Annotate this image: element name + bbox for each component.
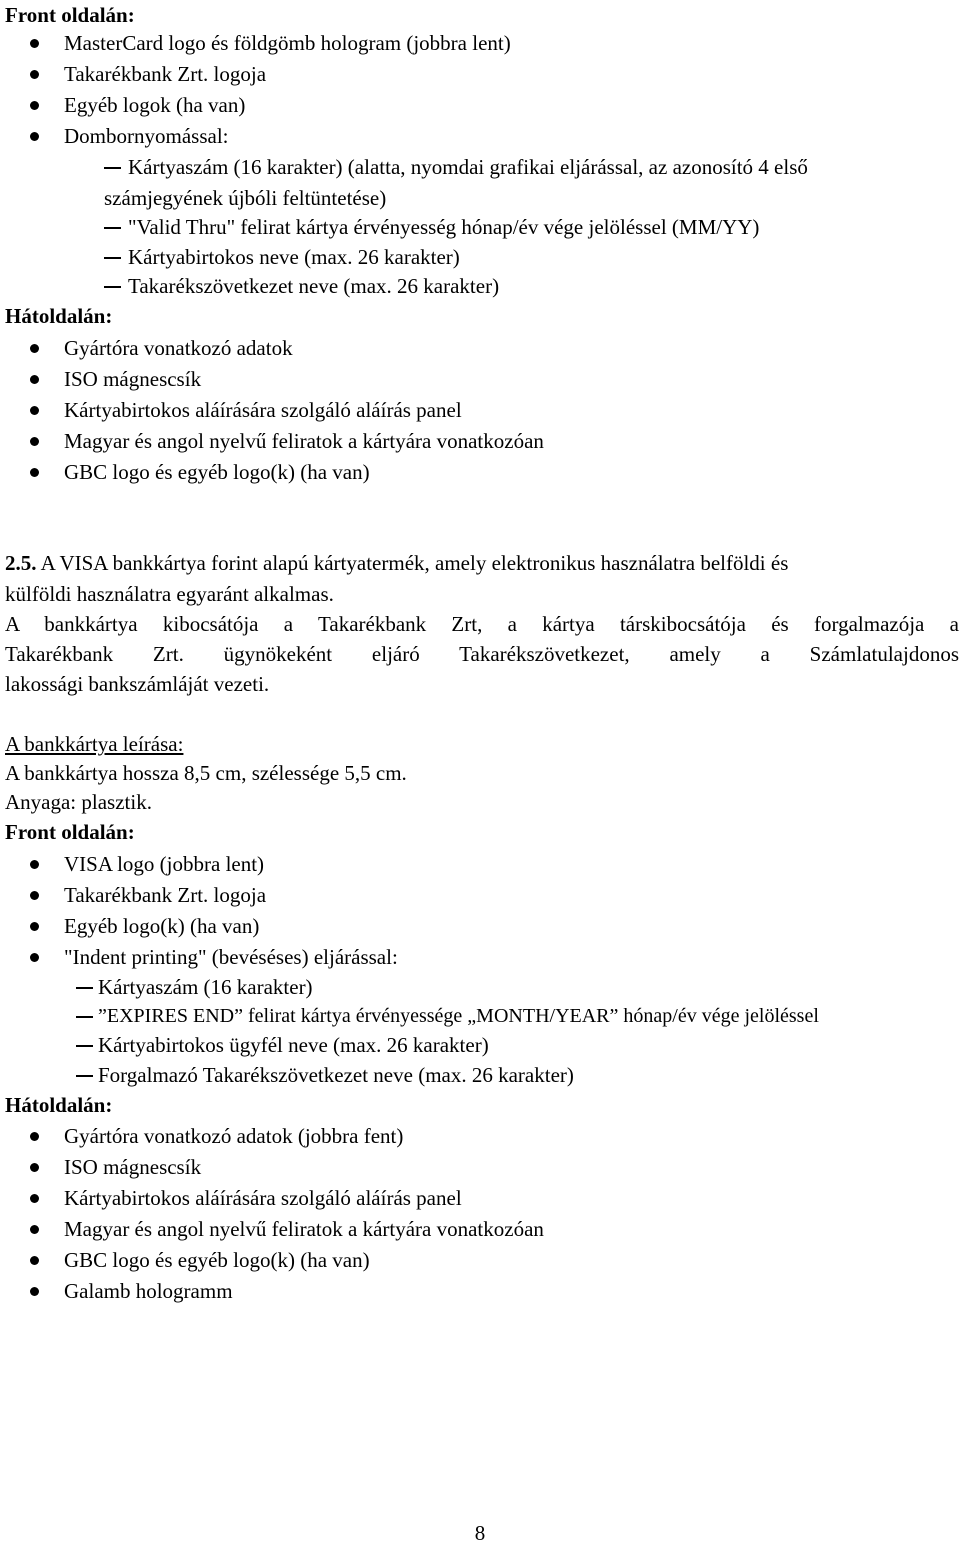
dash-icon — [76, 1075, 93, 1077]
bullet-icon — [30, 437, 39, 446]
section-number: 2.5. — [5, 551, 37, 575]
dash-icon — [76, 987, 93, 989]
front-heading-visa: Front oldalán: — [5, 820, 135, 844]
bullet-icon — [30, 39, 39, 48]
back-heading-visa: Hátoldalán: — [5, 1093, 113, 1117]
dash-icon — [104, 257, 121, 259]
dash-icon — [76, 1016, 93, 1018]
section-paragraph-2: A bankkártya kibocsátója a Takarékbank Zrt, a kártya társkibocsátója és forgalmazója a — [5, 612, 959, 636]
bullet-icon — [30, 344, 39, 353]
card-material-line: Anyaga: plasztik. — [5, 790, 152, 814]
front-heading-mastercard: Front oldalán: — [5, 3, 135, 27]
dash-icon — [104, 286, 121, 288]
bullet-icon — [30, 860, 39, 869]
card-description-heading: A bankkártya leírása: — [5, 732, 184, 756]
section-paragraph-2-line-2: Takarékbank Zrt. ügynökeként eljáró Takarékszövetkezet, amely a Számlatulajdonos — [5, 642, 959, 666]
document-page: Front oldalán: MasterCard logo és földgömb hologram (jobbra lent) Takarékbank Zrt. logoja Egyéb logok (ha van) Dombornyomással: Kártyaszám (16 karakter) (alatta, nyomdai grafikai eljárással, az azonosító 4 első számjegyének újbóli feltüntetése) "Valid Thru" felirat kártya érvényesség hónap/év vége jelöléssel (MM/YY) Kártyabirtokos neve (max. 26 karakter) Takarékszövetkezet neve (max. 26 karakter) Hátoldalán: Gyártóra vonatkozó adatok ISO mágnescsík Kártyabirtokos aláírására szolgáló aláírás panel Magyar és angol nyelvű feliratok a kártyára vonatkozóan GBC logo és egyéb logo(k) (ha van) 2.5. A VISA bankkártya forint alapú kártyatermék, amely elektronikus használatra belföldi és külföldi használatra egyaránt alkalmas. A bankkártya kibocsátója a Takarékbank Zrt, a kártya társkibocsátója és forgalmazója a Takarékbank Zrt. ügynökeként eljáró Takarékszövetkezet, amely a Számlatulajdonos lakossági bankszámláját vezeti. A bankkártya leírása: A bankkártya hossza 8,5 cm, szélessége 5,5 cm. Anyaga: plasztik. Front oldalán: VISA logo (jobbra lent) Takarékbank Zrt. logoja Egyéb logo(k) (ha van) "Indent printing" (bevéséses) eljárással: Kártyaszám (16 karakter) ”EXPIRES END” felirat kártya érvényessége „MONTH/YEAR” hónap/év vége jelöléssel Kártyabirtokos ügyfél neve (max. 26 karakter) Forgalmazó Takarékszövetkezet neve (max. 26 karakter) Hátoldalán: Gyártóra vonatkozó adatok (jobbra fent) ISO mágnescsík Kártyabirtokos aláírására szolgáló aláírás panel Magyar és angol nyelvű feliratok a kártyára vonatkozóan GBC logo és egyéb logo(k) (ha van) Galamb hologramm 8 — [0, 0, 960, 1543]
dash-icon — [76, 1045, 93, 1047]
dash-icon — [104, 227, 121, 229]
bullet-icon — [30, 922, 39, 931]
bullet-icon — [30, 953, 39, 962]
bullet-icon — [30, 1287, 39, 1296]
bullet-icon — [30, 1256, 39, 1265]
dash-icon — [104, 167, 121, 169]
section-paragraph-1-line-2: külföldi használatra egyaránt alkalmas. — [5, 582, 334, 606]
section-paragraph-1: 2.5. A VISA bankkártya forint alapú kártyatermék, amely elektronikus használatra belföldi és — [5, 551, 789, 575]
section-paragraph-2-line-3: lakossági bankszámláját vezeti. — [5, 672, 270, 696]
bullet-icon — [30, 1194, 39, 1203]
bullet-icon — [30, 406, 39, 415]
bullet-icon — [30, 70, 39, 79]
bullet-icon — [30, 132, 39, 141]
bullet-icon — [30, 891, 39, 900]
page-number: 8 — [474, 1521, 486, 1545]
bullet-icon — [30, 1163, 39, 1172]
sub-list-item-continuation: számjegyének újbóli feltüntetése) — [104, 186, 387, 210]
bullet-icon — [30, 101, 39, 110]
back-heading-mastercard: Hátoldalán: — [5, 304, 113, 328]
card-size-line: A bankkártya hossza 8,5 cm, szélessége 5,5 cm. — [5, 761, 407, 785]
bullet-icon — [30, 1132, 39, 1141]
bullet-icon — [30, 468, 39, 477]
bullet-icon — [30, 375, 39, 384]
bullet-icon — [30, 1225, 39, 1234]
